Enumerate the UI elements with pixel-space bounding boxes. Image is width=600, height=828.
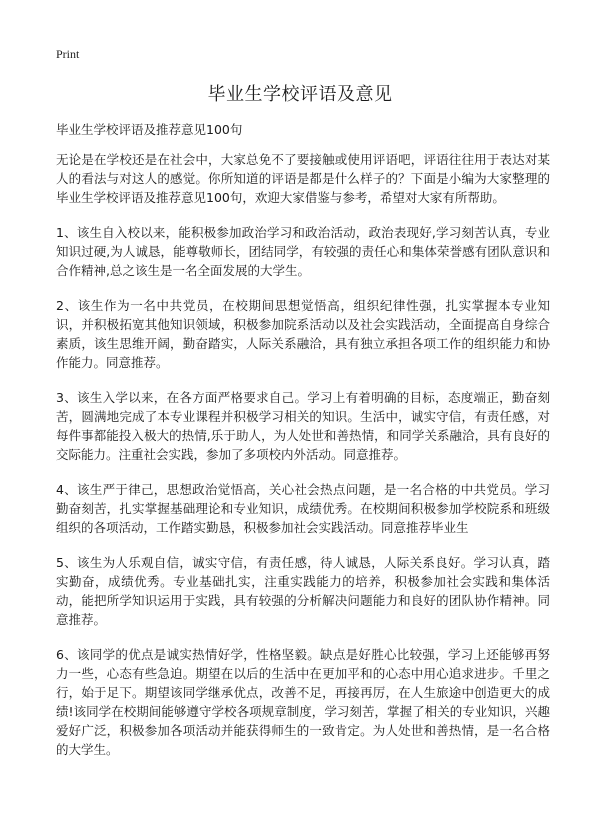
comment-paragraph-4: 4、该生严于律己，思想政治觉悟高，关心社会热点问题，是一名合格的中共党员。学习勤奋刻苦，扎实掌握基础理论和专业知识，成绩优秀。在校期间积极参加学校院系和班级组织的各项活动，工作踏实勤恳，积极参加社会实践活动。同意推荐毕业生 [56, 482, 550, 535]
document-subtitle: 毕业生学校评语及推荐意见100句 [56, 122, 243, 137]
print-link[interactable]: Print [56, 47, 80, 61]
document-body [56, 150, 550, 775]
intro-paragraph: 无论是在学校还是在社会中，大家总免不了要接触或使用评语吧，评语往往用于表达对某人的看法与对这人的感觉。你所知道的评语是都是什么样子的？下面是小编为大家整理的毕业生学校评语及推荐意见100句，欢迎大家借鉴与参考，希望对大家有所帮助。 [56, 152, 550, 205]
comment-paragraph-5: 5、该生为人乐观自信，诚实守信，有责任感，待人诚恳，人际关系良好。学习认真，踏实勤奋，成绩优秀。专业基础扎实，注重实践能力的培养，积极参加社会实践和集体活动，能把所学知识运用于实践，具有较强的分析解决问题能力和良好的团队协作精神。同意推荐。 [56, 555, 550, 627]
comment-paragraph-1: 1、该生自入校以来，能积极参加政治学习和政治活动，政治表现好,学习刻苦认真，专业知识过硬,为人诚恳，能尊敬师长，团结同学，有较强的责任心和集体荣誉感有团队意识和合作精神,总之该生是一名全面发展的大学生。 [56, 225, 550, 278]
comment-paragraph-2: 2、该生作为一名中共党员，在校期间思想觉悟高，组织纪律性强，扎实掌握本专业知识，并积极拓宽其他知识领域，积极参加院系活动以及社会实践活动，全面提高自身综合素质，该生思维开阔，勤奋踏实，人际关系融洽，具有独立承担各项工作的组织能力和协作能力。同意推荐。 [56, 298, 550, 370]
comment-paragraph-6: 6、该同学的优点是诚实热情好学，性格坚毅。缺点是好胜心比较强，学习上还能够再努力一些，心态有些急迫。期望在以后的生活中在更加平和的心态中用心追求进步。千里之行，始于足下。期望该同学继承优点，改善不足，再接再厉，在人生旅途中创造更大的成绩!该同学在校期间能够遵守学校各项规章制度，学习刻苦，掌握了相关的专业知识，兴趣爱好广泛，积极参加各项活动并能获得师生的一致肯定。为人处世和善热情，是一名合格的大学生。 [56, 647, 550, 757]
page-title: 毕业生学校评语及意见 [207, 84, 393, 105]
comment-paragraph-3: 3、该生入学以来，在各方面严格要求自己。学习上有着明确的目标，态度端正，勤奋刻苦，圆满地完成了本专业课程并积极学习相关的知识。生活中，诚实守信，有责任感，对每件事都能投入极大的热情,乐于助人，为人处世和善热情，和同学关系融洽，具有良好的交际能力。注重社会实践，参加了多项校内外活动。同意推荐。 [56, 390, 550, 462]
